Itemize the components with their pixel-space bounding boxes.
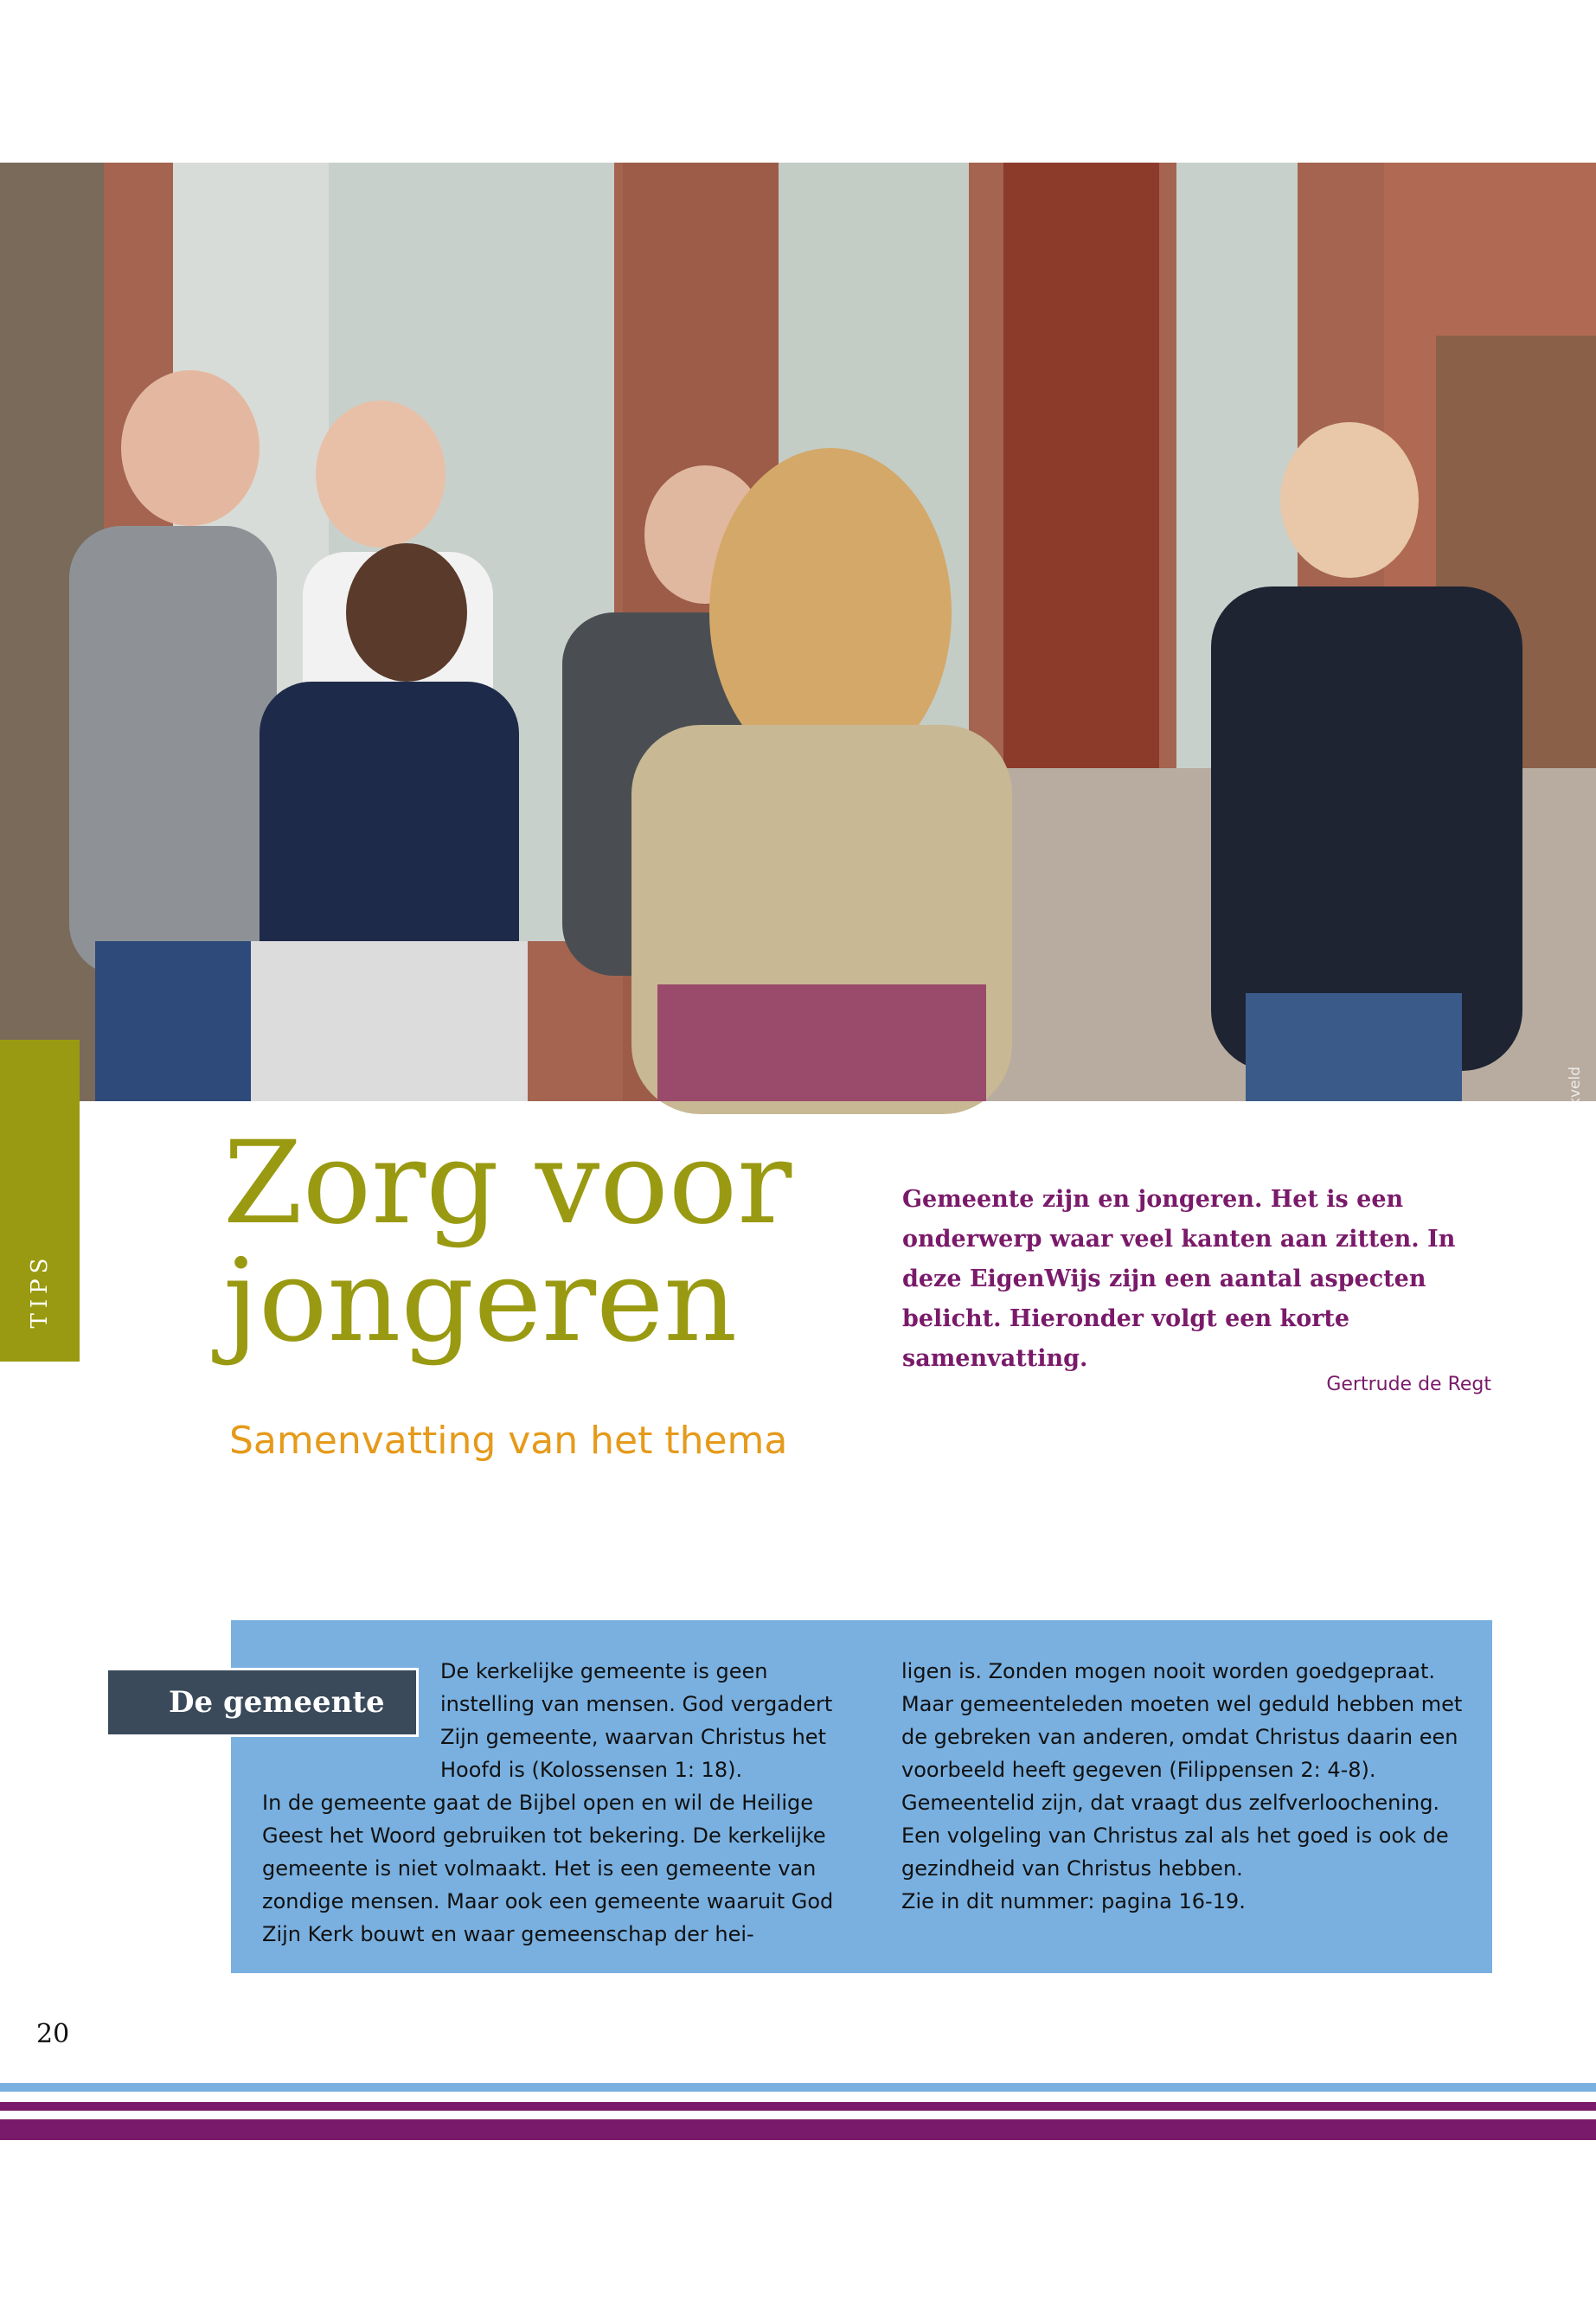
section-tab-label: TIPS — [27, 1253, 53, 1329]
article-author: Gertrude de Regt — [1326, 1374, 1491, 1395]
article-subtitle: Samenvatting van het thema — [229, 1419, 788, 1463]
photo-credit: Foto: Robin Zekveld — [1567, 1067, 1584, 1213]
article-title — [223, 1117, 881, 1368]
info-box-body-left: In de gemeente gaat de Bijbel open en wil de Heilige Geest het Woord gebruiken tot bekering. De kerkelijke gemeente is niet volmaakt. Het is een gemeente van zondige mensen. Maar ook een gemeente waaruit God Zijn Kerk bouwt en waar gemeenschap der hei- — [262, 1791, 834, 1946]
article-title-line2: jongeren — [223, 1234, 738, 1368]
article-title-line1: Zorg voor — [223, 1117, 792, 1250]
footer-stripe-blue — [0, 2083, 1596, 2092]
footer-stripe-purple-thick — [0, 2119, 1596, 2140]
info-box-body-right: ligen is. Zonden mogen nooit worden goedgepraat. Maar gemeenteleden moeten wel geduld hebben met de gebreken van anderen, omdat Christus daarin een voorbeeld heeft gegeven (Filippensen 2: 4-8). Gemeentelid zijn, dat vraagt dus zelfverloochening. Een volgeling van Christus zal als het goed is ook de gezindheid van Christus hebben. — [901, 1659, 1463, 1881]
page-number: 20 — [36, 2019, 70, 2049]
info-box-lead: De kerkelijke gemeente is geen instelling van mensen. God vergadert Zijn gemeente, waarvan Christus het Hoofd is (Kolossensen 1: 18). — [440, 1659, 833, 1782]
article-intro: Gemeente zijn en jongeren. Het is een onderwerp waar veel kanten aan zitten. In deze EigenWijs zijn een aantal aspecten belicht. Hieronder volgt een korte samenvatting. — [902, 1186, 1456, 1372]
info-box-column-right — [901, 1655, 1472, 1918]
footer-stripe-purple-thin — [0, 2102, 1596, 2111]
info-box-label: De gemeente — [106, 1668, 419, 1737]
info-box-reference: Zie in dit nummer: pagina 16-19. — [901, 1889, 1246, 1913]
info-box — [231, 1620, 1492, 1973]
photo-illustration — [0, 163, 1596, 1101]
